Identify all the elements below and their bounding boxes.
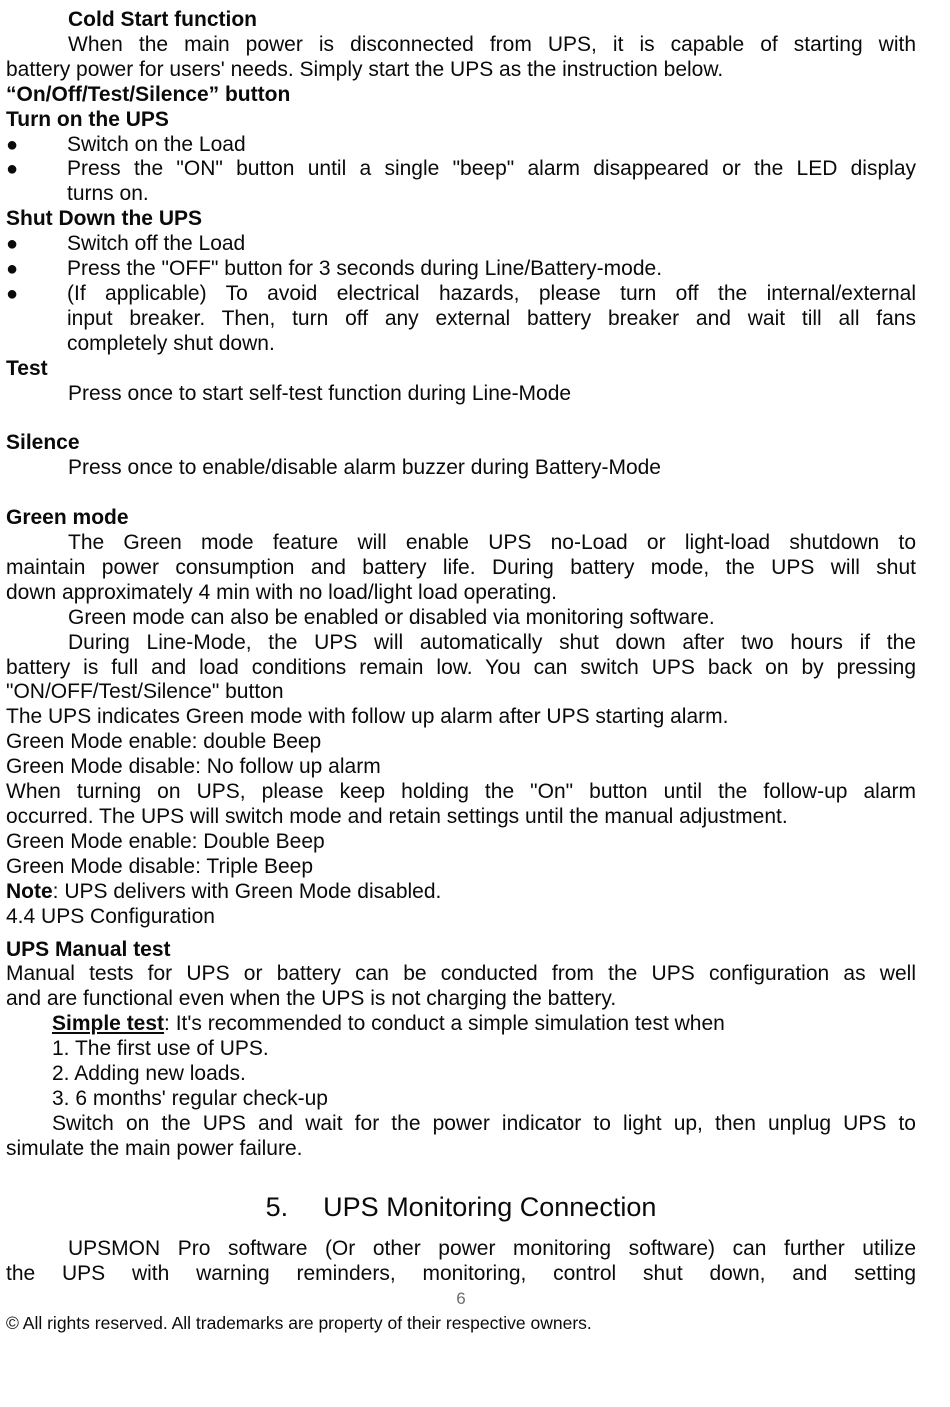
chapter-title: UPS Monitoring Connection (323, 1191, 657, 1222)
chapter-number: 5. (265, 1191, 289, 1222)
spacer (6, 407, 916, 432)
bullet-item (6, 232, 916, 257)
text-line: Green Mode enable: double Beep (6, 730, 322, 754)
document-body (6, 8, 916, 1286)
text-line: Green Mode disable: Triple Beep (6, 854, 314, 878)
text-line: Press once to enable/disable alarm buzzer during Battery-Mode (68, 456, 661, 480)
text-line: Press once to start self-test function during Line-Mode (68, 381, 572, 405)
text-line: occurred. The UPS will switch mode and retain settings until the manual adjustment. (6, 804, 788, 828)
text-segment: Simple test (52, 1012, 165, 1036)
text-line: simulate the main power failure. (6, 1136, 303, 1160)
chapter-heading (6, 1190, 916, 1224)
text-line: Test (6, 356, 48, 380)
text-line: input breaker. Then, turn off any external battery breaker and wait till all fans (67, 306, 916, 330)
text-line: 1. The first use of UPS. (52, 1037, 269, 1061)
bullet-text: Switch off the Load (67, 232, 246, 256)
text-line: When turning on UPS, please keep holding the "On" button until the follow-up alarm (6, 780, 916, 804)
bullet-text: Press the "OFF" button for 3 seconds during Line/Battery-mode. (67, 257, 663, 281)
text-line: Shut Down the UPS (6, 207, 202, 231)
spacer (6, 930, 916, 938)
text-line: Switch on the UPS and wait for the power indicator to light up, then unplug UPS to (52, 1111, 916, 1135)
text-line: “On/Off/Test/Silence” button (6, 82, 291, 106)
text-line: "ON/OFF/Test/Silence" button (6, 680, 284, 704)
text-line: Green Mode enable: Double Beep (6, 829, 325, 853)
text-line: Manual tests for UPS or battery can be conducted from the UPS configuration as well (6, 962, 916, 986)
bullet-icon: ● (6, 233, 19, 256)
bullet-text: Press the "ON" button until a single "beep" alarm disappeared or the LED display (67, 157, 916, 181)
text-line: Green mode (6, 506, 129, 530)
text-line: The Green mode feature will enable UPS no-Load or light-load shutdown to (68, 531, 916, 554)
bullet-item (6, 282, 916, 307)
text-segment: Note (6, 879, 53, 903)
text-segment: : It's recommended to conduct a simple simulation test when (164, 1012, 725, 1036)
bullet-icon: ● (6, 258, 19, 281)
bullet-icon: ● (6, 282, 19, 305)
text-line: battery is full and load conditions remain low. You can switch UPS back on by pressing (6, 655, 916, 679)
text-line: Cold Start function (68, 8, 257, 31)
bullet-item (6, 157, 916, 182)
text-line: down approximately 4 min with no load/light load operating. (6, 580, 557, 604)
text-line: 2. Adding new loads. (52, 1062, 246, 1086)
text-line: maintain power consumption and battery life. During battery mode, the UPS will shut (6, 555, 916, 579)
bullet-text: (If applicable) To avoid electrical hazards, please turn off the internal/external (67, 281, 916, 305)
bullet-icon: ● (6, 133, 19, 156)
text-line: UPSMON Pro software (Or other power monitoring software) can further utilize (68, 1236, 916, 1260)
text-line: turns on. (67, 182, 149, 206)
text-line: completely shut down. (67, 331, 275, 355)
text-line: and are functional even when the UPS is not charging the battery. (6, 987, 617, 1011)
text-line (6, 1012, 916, 1037)
text-line: Green Mode disable: No follow up alarm (6, 755, 381, 779)
text-line: When the main power is disconnected from UPS, it is capable of starting with (68, 32, 916, 56)
bullet-text: Switch on the Load (67, 132, 246, 156)
bullet-icon: ● (6, 158, 19, 181)
spacer (6, 481, 916, 506)
text-segment: : UPS delivers with Green Mode disabled. (52, 879, 442, 903)
bullet-item (6, 257, 916, 282)
page-number: 6 (456, 1289, 466, 1309)
text-line (6, 880, 916, 905)
text-line: the UPS with warning reminders, monitoring, control shut down, and setting (6, 1261, 916, 1285)
text-line: Silence (6, 431, 80, 455)
text-line: Turn on the UPS (6, 107, 169, 131)
text-line: The UPS indicates Green mode with follow up alarm after UPS starting alarm. (6, 705, 729, 729)
text-line: UPS Manual test (6, 937, 171, 961)
bullet-item (6, 133, 916, 158)
text-line: 4.4 UPS Configuration (6, 904, 215, 928)
text-line: During Line-Mode, the UPS will automatically shut down after two hours if the (68, 630, 916, 654)
text-line: Green mode can also be enabled or disabled via monitoring software. (68, 605, 715, 629)
copyright-footer: © All rights reserved. All trademarks are property of their respective owners. (6, 1313, 592, 1334)
text-line: battery power for users' needs. Simply start the UPS as the instruction below. (6, 57, 724, 81)
text-line: 3. 6 months' regular check-up (52, 1086, 328, 1110)
